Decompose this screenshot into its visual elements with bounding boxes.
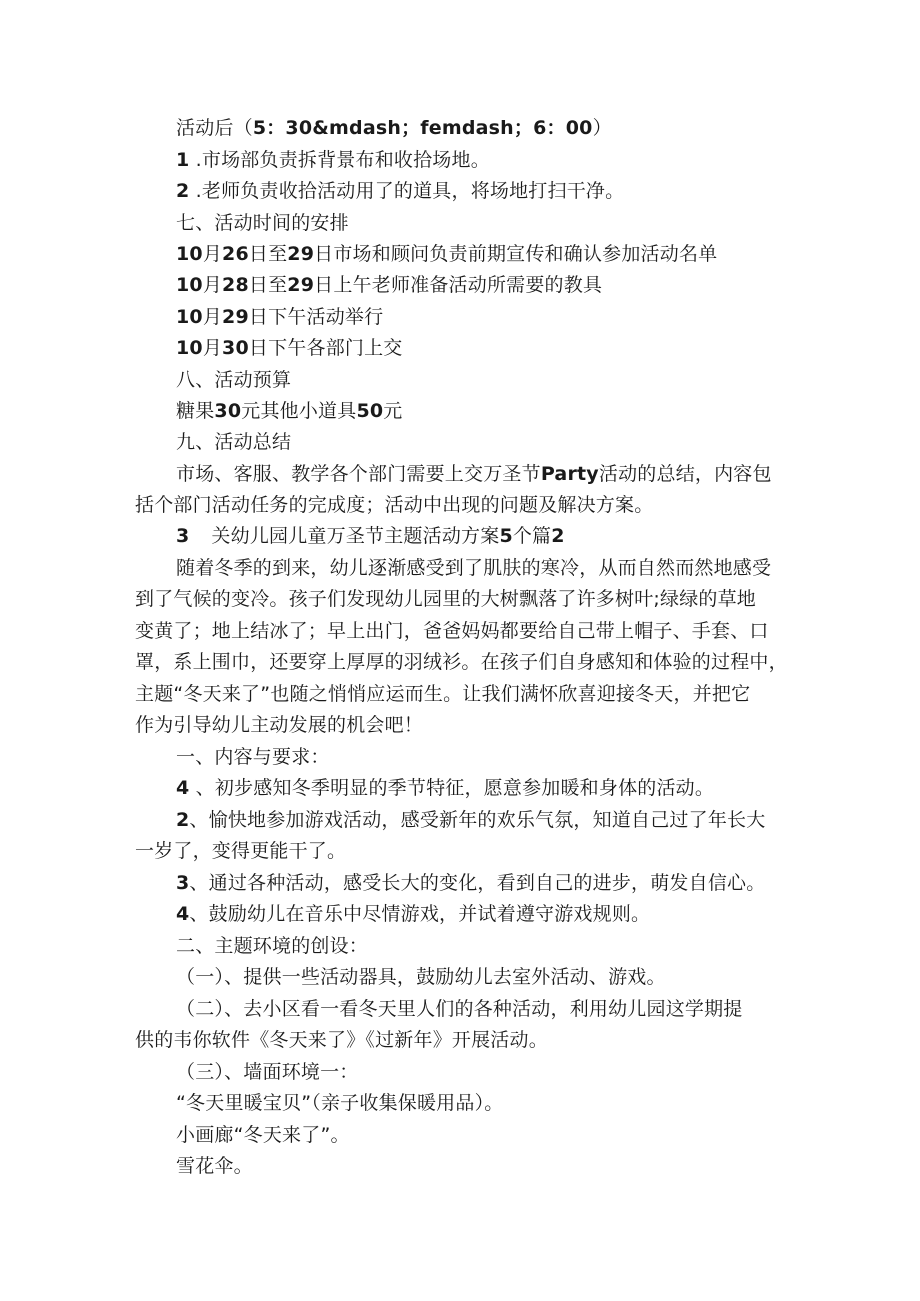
schedule-line-3: 10月29日下午活动举行: [176, 306, 384, 328]
requirement-4: 4、鼓励幼儿在音乐中尽情游戏，并试着遵守游戏规则。: [176, 903, 651, 925]
intro-line-3: 变黄了；地上结冰了；早上出门，爸爸妈妈都要给自己带上帽子、手套、口: [135, 620, 769, 642]
summary-line-2: 括个部门活动任务的完成度；活动中出现的问题及解决方案。: [135, 494, 654, 516]
schedule-line-2: 10月28日至29日上午老师准备活动所需要的教具: [176, 274, 603, 296]
after-activity-line: 活动后（5：30&mdash；femdash；6：00）: [176, 117, 612, 139]
schedule-line-1: 10月26日至29日市场和顾问负责前期宣传和确认参加活动名单: [176, 243, 718, 265]
budget-line: 糖果30元其他小道具50元: [176, 400, 403, 422]
environment-item-3: （三）、墙面环境一：: [176, 1061, 359, 1083]
section-two-heading: 二、主题环境的创设：: [176, 935, 369, 957]
cleanup-item-1: 1 .市场部负责拆背景布和收拾场地。: [176, 149, 490, 171]
intro-line-6: 作为引导幼儿主动发展的机会吧！: [135, 714, 424, 736]
environment-item-1: （一）、提供一些活动器具，鼓励幼儿去室外活动、游戏。: [176, 966, 666, 988]
intro-line-5: 主题“冬天来了”也随之悄悄应运而生。让我们满怀欣喜迎接冬天，并把它: [135, 683, 751, 705]
section-7-heading: 七、活动时间的安排: [176, 212, 349, 234]
cleanup-item-2: 2 .老师负责收拾活动用了的道具，将场地打扫干净。: [176, 180, 625, 202]
intro-line-1: 随着冬季的到来，幼儿逐渐感受到了肌肤的寒冷，从而自然而然地感受: [176, 557, 772, 579]
intro-line-4: 罩，系上围巾，还要穿上厚厚的羽绒衫。在孩子们自身感知和体验的过程中，: [135, 651, 788, 673]
article-2-title: 3 关幼儿园儿童万圣节主题活动方案5个篇2: [176, 525, 565, 547]
requirement-1: 4 、初步感知冬季明显的季节特征，愿意参加暖和身体的活动。: [176, 777, 715, 799]
environment-item-2-line-2: 供的韦你软件《冬天来了》《过新年》开展活动。: [135, 1029, 548, 1051]
section-8-heading: 八、活动预算: [176, 369, 292, 391]
intro-line-2: 到了气候的变冷。孩子们发现幼儿园里的大树飘落了许多树叶;绿绿的草地: [135, 588, 757, 610]
wall-item-3: 雪花伞。: [176, 1155, 253, 1177]
environment-item-2-line-1: （二）、去小区看一看冬天里人们的各种活动，利用幼儿园这学期提: [176, 998, 743, 1020]
wall-item-2: 小画廊“冬天来了”。: [176, 1124, 350, 1146]
schedule-line-4: 10月30日下午各部门上交: [176, 337, 403, 359]
summary-line-1: 市场、客服、教学各个部门需要上交万圣节Party活动的总结，内容包: [176, 463, 772, 485]
section-one-heading: 一、内容与要求：: [176, 746, 330, 768]
requirement-3: 3、通过各种活动，感受长大的变化，看到自己的进步，萌发自信心。: [176, 872, 766, 894]
requirement-2-line-1: 2、愉快地参加游戏活动，感受新年的欢乐气氛，知道自己过了年长大: [176, 809, 766, 831]
requirement-2-line-2: 一岁了，变得更能干了。: [135, 840, 347, 862]
section-9-heading: 九、活动总结: [176, 431, 292, 453]
wall-item-1: “冬天里暖宝贝”（亲子收集保暖用品）。: [176, 1092, 504, 1114]
